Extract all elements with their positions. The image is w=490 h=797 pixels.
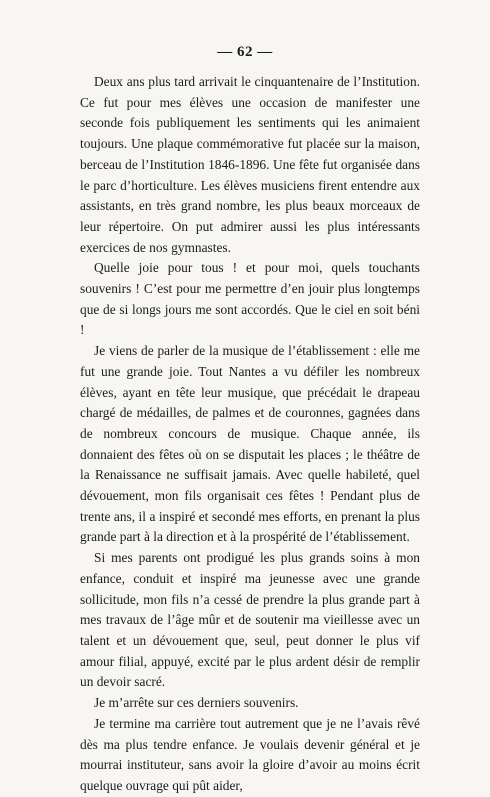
paragraph-musique: Je viens de parler de la musique de l’établissement : elle me fut une grande joie. Tout Nantes a vu défiler les nombreux élèves, ayant en tête leur musique, que précédait le drapeau chargé de médailles, de palmes et de couronnes, gagnées dans de nombreux concours de musique. Chaque année, ils donnaient des fêtes où on se disputait les places ; le théâtre de la Renaissance ne suffisait jamais. Avec quelle habileté, quel dévouement, mon fils organisait ces fêtes ! Pendant plus de trente ans, il a inspiré et secondé mes efforts, en prenant la plus grande part à la direction et à la prospérité de l’établissement. <box>80 343 420 545</box>
page-number: — 62 — <box>217 44 273 60</box>
paragraph-souvenirs: Je m’arrête sur ces derniers souvenirs. <box>94 695 299 711</box>
paragraph-parents: Si mes parents ont prodigué les plus grands soins à mon enfance, conduit et inspiré ma jeunesse avec une grande sollicitude, mon fils n’a cessé de prendre la plus grande part à mes travaux de l’âge mûr et de soutenir ma vieillesse avec un talent et un dévouement que, seul, peut donner le plus vif amour filial, appuyé, excité par le plus ardent désir de remplir un devoir sacré. <box>80 550 420 690</box>
body-text <box>80 72 420 797</box>
paragraph-joie: Quelle joie pour tous ! et pour moi, quels touchants souvenirs ! C’est pour me permettre d’en jouir plus longtemps que de si longs jours me sont accordés. Que le ciel en soit béni ! <box>80 260 420 338</box>
paragraph-carriere: Je termine ma carrière tout autrement que je ne l’avais rêvé dès ma plus tendre enfance. Je voulais devenir général et je mourrai instituteur, sans avoir la gloire d’avoir au moins écrit quelque ouvrage qui pût aider, <box>80 715 420 793</box>
paragraph-cinquantenaire: Deux ans plus tard arrivait le cinquantenaire de l’Institution. Ce fut pour mes élèves une occasion de manifester une seconde fois publiquement les sentiments qui les animaient toujours. Une plaque commémorative fut placée sur la maison, berceau de l’Institution 1846-1896. Une fête fut organisée dans le parc d’horticulture. Les élèves musiciens firent entendre aux assistants, en très grand nombre, les plus beaux morceaux de leur répertoire. On put admirer aussi les plus intéressants exercices de nos gymnastes. <box>80 74 420 255</box>
